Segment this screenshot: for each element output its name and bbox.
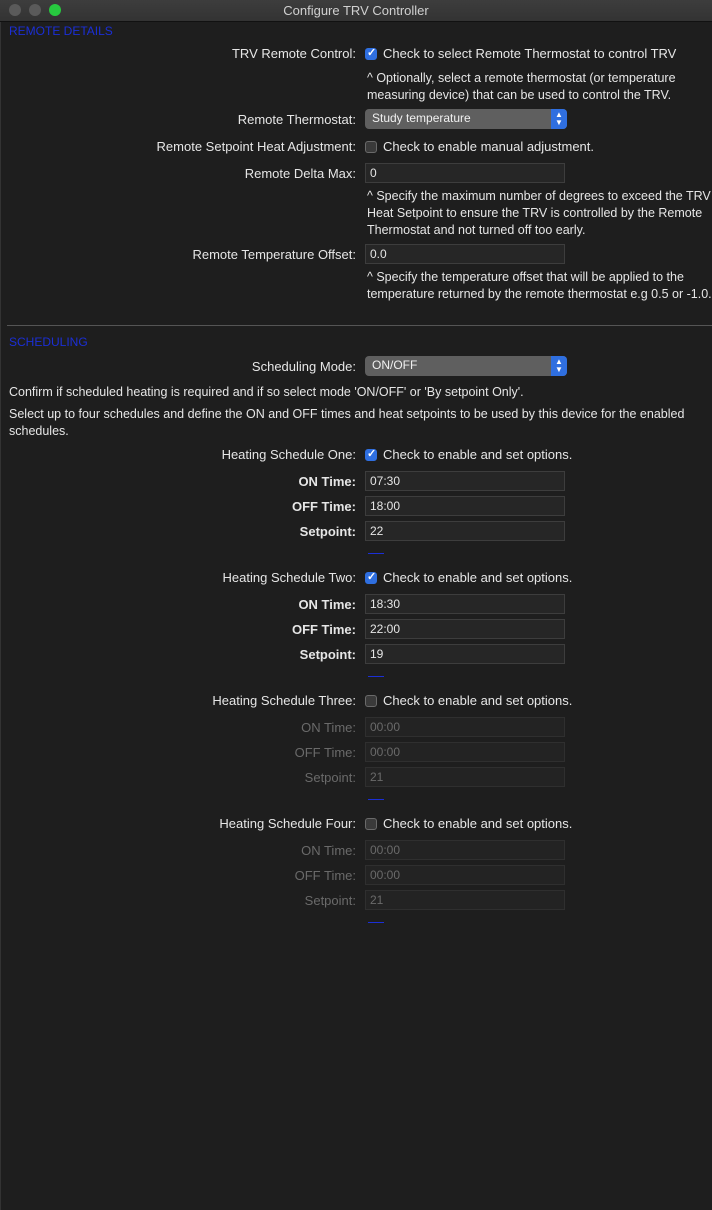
chevron-updown-icon: ▲ ▼ <box>551 356 567 376</box>
schedule-two-off-time-label: OFF Time: <box>291 622 356 637</box>
config-panel <box>0 22 712 1210</box>
trv-remote-control-check-text: Check to select Remote Thermostat to control TRV <box>383 46 677 61</box>
schedule-separator <box>368 922 384 923</box>
scheduling-mode-value: ON/OFF <box>372 358 418 372</box>
heating-schedule-four-check-text: Check to enable and set options. <box>383 816 573 831</box>
title-bar <box>0 0 712 22</box>
schedule-four-on-time-label: ON Time: <box>301 843 356 858</box>
scheduling-mode-label: Scheduling Mode: <box>251 359 356 374</box>
schedule-two-off-time-field[interactable]: 22:00 <box>365 619 565 639</box>
remote-thermostat-value: Study temperature <box>372 111 471 125</box>
remote-delta-max-label: Remote Delta Max: <box>244 166 356 181</box>
heating-schedule-three-check-text: Check to enable and set options. <box>383 693 573 708</box>
trv-remote-help: ^ Optionally, select a remote thermostat (or temperature measuring device) that can be used to control the TRV. <box>367 71 676 102</box>
schedule-one-off-time-field[interactable]: 18:00 <box>365 496 565 516</box>
schedule-four-setpoint-field: 21 <box>365 890 565 910</box>
schedule-three-setpoint-field: 21 <box>365 767 565 787</box>
schedule-two-setpoint-label: Setpoint: <box>299 647 356 662</box>
schedule-one-off-time-label: OFF Time: <box>291 499 356 514</box>
remote-setpoint-adjustment-checkbox[interactable] <box>365 141 377 153</box>
heating-schedule-two-label: Heating Schedule Two: <box>222 570 356 585</box>
schedule-three-on-time-field: 00:00 <box>365 717 565 737</box>
schedule-four-off-time-field: 00:00 <box>365 865 565 885</box>
scheduling-note-confirm: Confirm if scheduled heating is required and if so select mode 'ON/OFF' or 'By setpoint Only'. <box>9 385 524 399</box>
schedule-separator <box>368 553 384 554</box>
scheduling-note-select: Select up to four schedules and define the ON and OFF times and heat setpoints to be used by this device for the enabled schedules. <box>9 407 685 438</box>
remote-setpoint-adjustment-label: Remote Setpoint Heat Adjustment: <box>156 139 356 154</box>
heating-schedule-two-checkbox[interactable] <box>365 572 377 584</box>
remote-thermostat-label: Remote Thermostat: <box>237 112 356 127</box>
heating-schedule-one-checkbox[interactable] <box>365 449 377 461</box>
heating-schedule-one-check-text: Check to enable and set options. <box>383 447 573 462</box>
remote-delta-help: ^ Specify the maximum number of degrees to exceed the TRV Heat Setpoint to ensure the TRV is controlled by the Remote Thermostat and not turned off too early. <box>367 189 711 237</box>
heating-schedule-four-checkbox[interactable] <box>365 818 377 830</box>
schedule-four-off-time-label: OFF Time: <box>294 868 356 883</box>
schedule-two-on-time-label: ON Time: <box>298 597 356 612</box>
heating-schedule-three-checkbox[interactable] <box>365 695 377 707</box>
schedule-three-setpoint-label: Setpoint: <box>304 770 356 785</box>
remote-setpoint-adjustment-check-text: Check to enable manual adjustment. <box>383 139 595 154</box>
schedule-separator <box>368 676 384 677</box>
remote-delta-max-field[interactable]: 0 <box>365 163 565 183</box>
schedule-one-setpoint-field[interactable]: 22 <box>365 521 565 541</box>
remote-thermostat-select[interactable] <box>365 109 567 129</box>
heating-schedule-three-label: Heating Schedule Three: <box>212 693 356 708</box>
schedule-two-setpoint-field[interactable]: 19 <box>365 644 565 664</box>
schedule-four-on-time-field: 00:00 <box>365 840 565 860</box>
remote-temperature-offset-field[interactable]: 0.0 <box>365 244 565 264</box>
scheduling-mode-select[interactable] <box>365 356 567 376</box>
schedule-one-setpoint-label: Setpoint: <box>299 524 356 539</box>
window-title: Configure TRV Controller <box>283 3 429 18</box>
schedule-one-on-time-field[interactable]: 07:30 <box>365 471 565 491</box>
section-divider <box>7 325 712 326</box>
heating-schedule-one-label: Heating Schedule One: <box>221 447 356 462</box>
schedule-three-off-time-label: OFF Time: <box>294 745 356 760</box>
schedule-separator <box>368 799 384 800</box>
remote-offset-help: ^ Specify the temperature offset that will be applied to the temperature returned by the remote thermostat e.g 0.5 or -1.0. <box>367 270 712 301</box>
heating-schedule-two-check-text: Check to enable and set options. <box>383 570 573 585</box>
chevron-updown-icon: ▲ ▼ <box>551 109 567 129</box>
trv-remote-control-label: TRV Remote Control: <box>231 46 356 61</box>
section-scheduling: SCHEDULING <box>9 335 88 349</box>
schedule-three-off-time-field: 00:00 <box>365 742 565 762</box>
schedule-two-on-time-field[interactable]: 18:30 <box>365 594 565 614</box>
schedule-one-on-time-label: ON Time: <box>298 474 356 489</box>
schedule-four-setpoint-label: Setpoint: <box>304 893 356 908</box>
heating-schedule-four-label: Heating Schedule Four: <box>219 816 356 831</box>
trv-remote-control-checkbox[interactable] <box>365 48 377 60</box>
remote-temperature-offset-label: Remote Temperature Offset: <box>192 247 356 262</box>
schedule-three-on-time-label: ON Time: <box>301 720 356 735</box>
section-remote-details: REMOTE DETAILS <box>9 24 113 38</box>
